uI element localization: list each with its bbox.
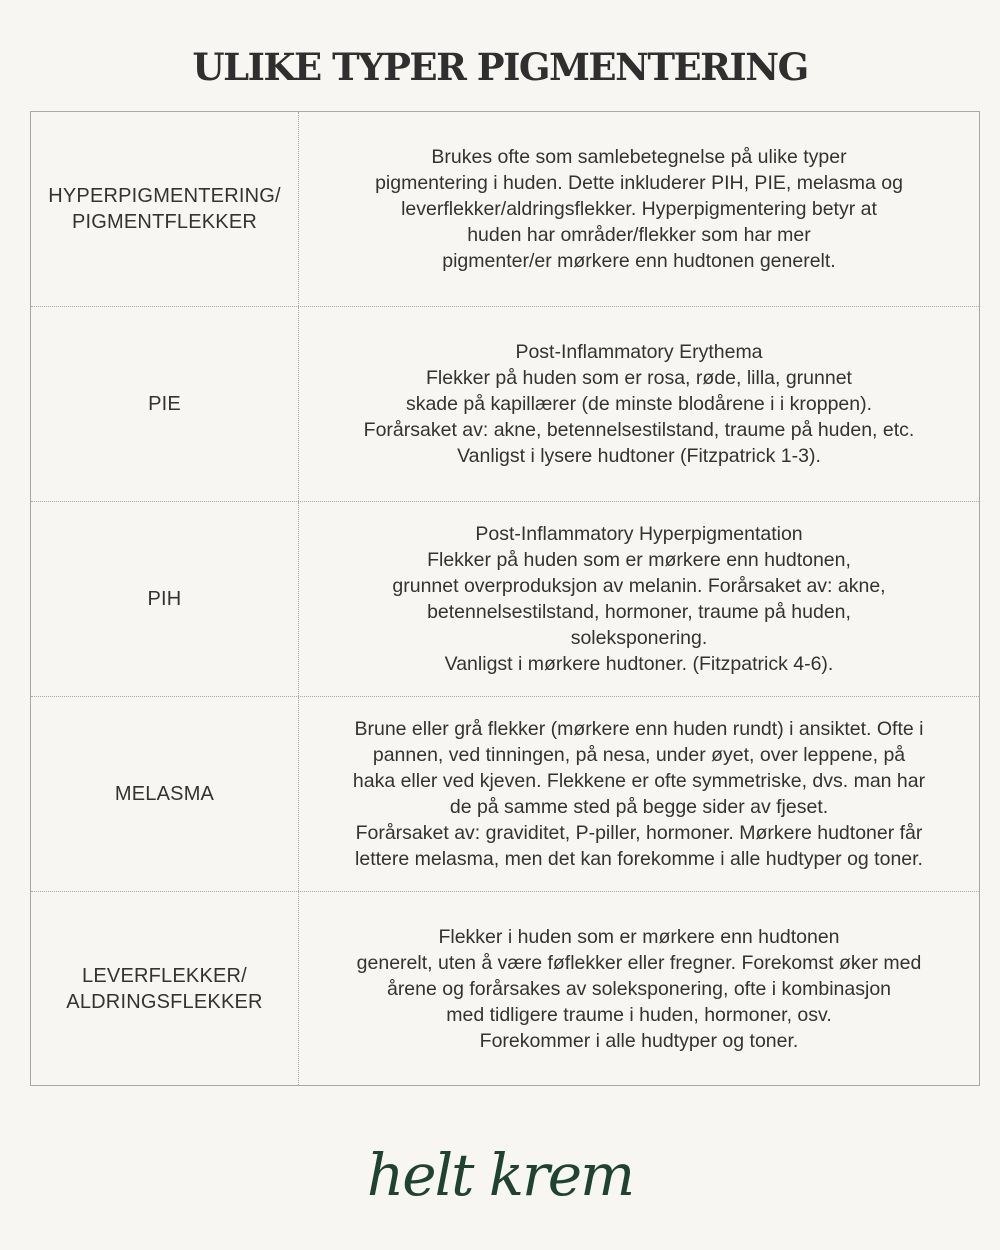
term-cell: PIE [31,307,299,501]
description-cell: Post-Inflammatory Erythema Flekker på huden som er rosa, røde, lilla, grunnet skade på kapillærer (de minste blodårene i i kroppen). Forårsaket av: akne, betennelsestilstand, traume på huden, etc. Vanligst i lysere hudtoner (Fitzpatrick 1-3). [363,341,915,467]
term-cell: LEVERFLEKKER/ ALDRINGSFLEKKER [31,892,299,1085]
table-row [31,697,979,892]
term-cell: MELASMA [31,697,299,891]
description-cell: Flekker i huden som er mørkere enn hudtonen generelt, uten å være føflekker eller fregner. Forekomst øker med årene og forårsakes av soleksponering, ofte i kombinasjon med tidligere traume i huden, hormoner, osv. Forekommer i alle hudtyper og toner. [356,925,922,1052]
brand-logo: helt krem [366,1141,634,1209]
term-cell: HYPERPIGMENTERING/ PIGMENTFLEKKER [31,112,299,306]
description-cell: Post-Inflammatory Hyperpigmentation Flekker på huden som er mørkere enn hudtonen, grunnet overproduksjon av melanin. Forårsaket av: akne, betennelsestilstand, hormoner, traume på huden, soleksponering. Vanligst i mørkere hudtoner. (Fitzpatrick 4-6). [392,523,886,675]
description-cell: Brune eller grå flekker (mørkere enn huden rundt) i ansiktet. Ofte i pannen, ved tinningen, på nesa, under øyet, over leppene, på haka eller ved kjeven. Flekkene er ofte symmetriske, dvs. man har de på samme sted på begge sider av fjeset. Forårsaket av: graviditet, P-piller, hormoner. Mørkere hudtoner får lettere melasma, men det kan forekomme i alle hudtyper og toner. [352,718,926,870]
table-row [31,112,979,307]
pigmentation-table [30,111,980,1086]
description-cell: Brukes ofte som samlebetegnelse på ulike typer pigmentering i huden. Dette inkluderer PIH, PIE, melasma og leverflekker/aldringsflekker. Hyperpigmentering betyr at huden har områder/flekker som har mer pigmenter/er mørkere enn hudtonen generelt. [375,146,903,272]
page-title: ULIKE TYPER PIGMENTERING [192,45,808,89]
table-row [31,502,979,697]
table-row [31,892,979,1085]
table-row [31,307,979,502]
term-cell: PIH [31,502,299,696]
